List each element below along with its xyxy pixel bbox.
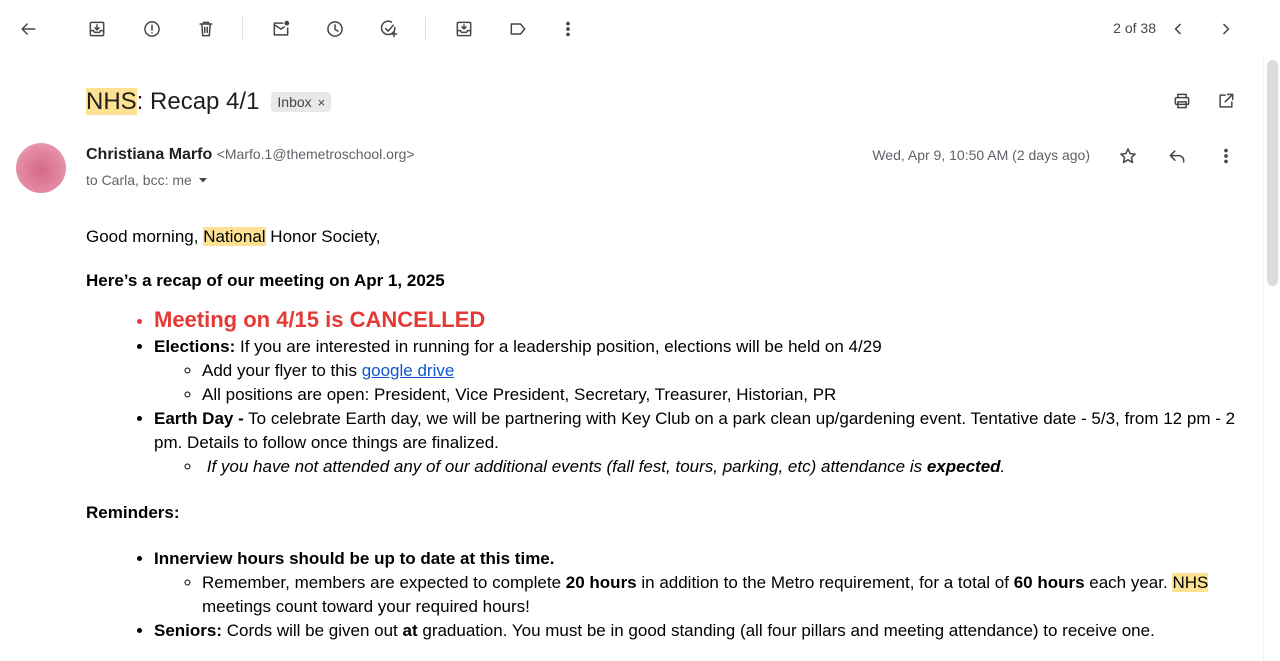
subject-text: : Recap 4/1	[136, 88, 260, 115]
toolbar-divider	[242, 17, 243, 41]
elections-text: If you are interested in running for a leadership position, elections will be held on 4/29	[235, 337, 882, 356]
greeting-text: Good morning,	[86, 227, 204, 246]
seniors-label: Seniors:	[154, 621, 223, 640]
label-icon[interactable]	[500, 11, 536, 47]
google-drive-link[interactable]: google drive	[361, 361, 455, 380]
greeting	[86, 225, 1256, 249]
hours-text: Remember, members are expected to complete	[202, 573, 566, 592]
recap-heading: Here’s a recap of our meeting on Apr 1, 2025	[86, 271, 445, 290]
seniors-text: Cords will be given out	[222, 621, 403, 640]
list-item	[154, 335, 1256, 407]
positions-text: All positions are open: President, Vice President, Secretary, Treasurer, Historian, PR	[202, 385, 837, 404]
recipients-line[interactable]	[86, 172, 208, 188]
hours-20: 20 hours	[565, 573, 637, 592]
recipients-text: to Carla, bcc: me	[86, 172, 192, 188]
attendance-end: .	[1000, 457, 1006, 476]
email-date: Wed, Apr 9, 10:50 AM (2 days ago)	[872, 147, 1090, 163]
elections-label: Elections:	[154, 337, 236, 356]
seniors-text: graduation. You must be in good standing (all four pillars and meeting attendance) to receive one.	[417, 621, 1155, 640]
hours-sublist	[154, 571, 1256, 619]
back-arrow-icon[interactable]	[10, 11, 46, 47]
mark-unread-icon[interactable]	[263, 11, 299, 47]
email-toolbar	[0, 0, 1264, 58]
seniors-at: at	[402, 621, 418, 640]
list-item	[202, 359, 1256, 383]
reply-icon[interactable]	[1162, 141, 1192, 171]
more-options-icon[interactable]	[550, 11, 586, 47]
pagination-count: 2 of 38	[1113, 20, 1156, 36]
recap-list	[86, 305, 1256, 479]
earth-day-label: Earth Day -	[154, 409, 244, 428]
hours-heading: Innerview hours should be up to date at this time.	[154, 549, 555, 568]
sender-line	[86, 146, 415, 164]
email-body	[86, 225, 1256, 643]
toolbar-divider	[425, 17, 426, 41]
add-to-tasks-icon[interactable]	[371, 11, 407, 47]
flyer-text: Add your flyer to this	[202, 361, 362, 380]
subject-row	[86, 82, 331, 122]
search-highlight: NHS	[1172, 573, 1209, 592]
list-item	[154, 619, 1256, 643]
greeting-text: Honor Society,	[265, 227, 381, 246]
hours-text: meetings count toward your required hours!	[202, 597, 530, 616]
message-more-options-icon[interactable]	[1211, 141, 1241, 171]
archive-icon[interactable]	[79, 11, 115, 47]
sender-name[interactable]: Christiana Marfo	[86, 146, 213, 163]
print-icon[interactable]	[1167, 86, 1197, 116]
older-chevron-right-icon[interactable]	[1208, 11, 1244, 47]
reminders-list	[86, 547, 1256, 643]
hours-text: in addition to the Metro requirement, for a total of	[636, 573, 1014, 592]
list-item	[202, 571, 1256, 619]
remove-label-icon[interactable]: ×	[317, 94, 326, 110]
list-item	[202, 455, 1256, 479]
email-subject	[86, 88, 259, 116]
report-spam-icon[interactable]	[134, 11, 170, 47]
search-highlight: NHS	[86, 88, 137, 115]
newer-chevron-left-icon[interactable]	[1160, 11, 1196, 47]
hours-text: each year.	[1084, 573, 1173, 592]
earth-day-sublist	[154, 455, 1256, 479]
label-chip-text: Inbox	[277, 94, 312, 110]
scrollbar-thumb[interactable]	[1267, 60, 1278, 286]
attendance-text: If you have not attended any of our additional events (fall fest, tours, parking, etc) attendance is	[206, 457, 927, 476]
hours-60: 60 hours	[1013, 573, 1085, 592]
star-icon[interactable]	[1113, 141, 1143, 171]
snooze-clock-icon[interactable]	[317, 11, 353, 47]
sender-email: <Marfo.1@themetroschool.org>	[216, 146, 415, 162]
open-in-new-window-icon[interactable]	[1211, 86, 1241, 116]
elections-sublist	[154, 359, 1256, 407]
reminders-heading: Reminders:	[86, 503, 180, 522]
list-item	[202, 383, 1256, 407]
delete-icon[interactable]	[188, 11, 224, 47]
list-item	[154, 407, 1256, 479]
sender-avatar[interactable]	[16, 143, 66, 193]
earth-day-text: To celebrate Earth day, we will be partnering with Key Club on a park clean up/gardening event. Tentative date - 5/3, from 12 pm - 2 pm. Details to follow once things are finalized.	[154, 409, 1236, 452]
move-to-icon[interactable]	[446, 11, 482, 47]
list-item	[154, 547, 1256, 619]
cancellation-notice: Meeting on 4/15 is CANCELLED	[154, 307, 486, 332]
attendance-expected: expected	[926, 457, 1001, 476]
search-highlight: National	[203, 227, 266, 246]
inbox-label-chip[interactable]	[271, 92, 331, 112]
list-item	[154, 305, 1256, 335]
dropdown-caret-icon[interactable]	[198, 175, 208, 185]
